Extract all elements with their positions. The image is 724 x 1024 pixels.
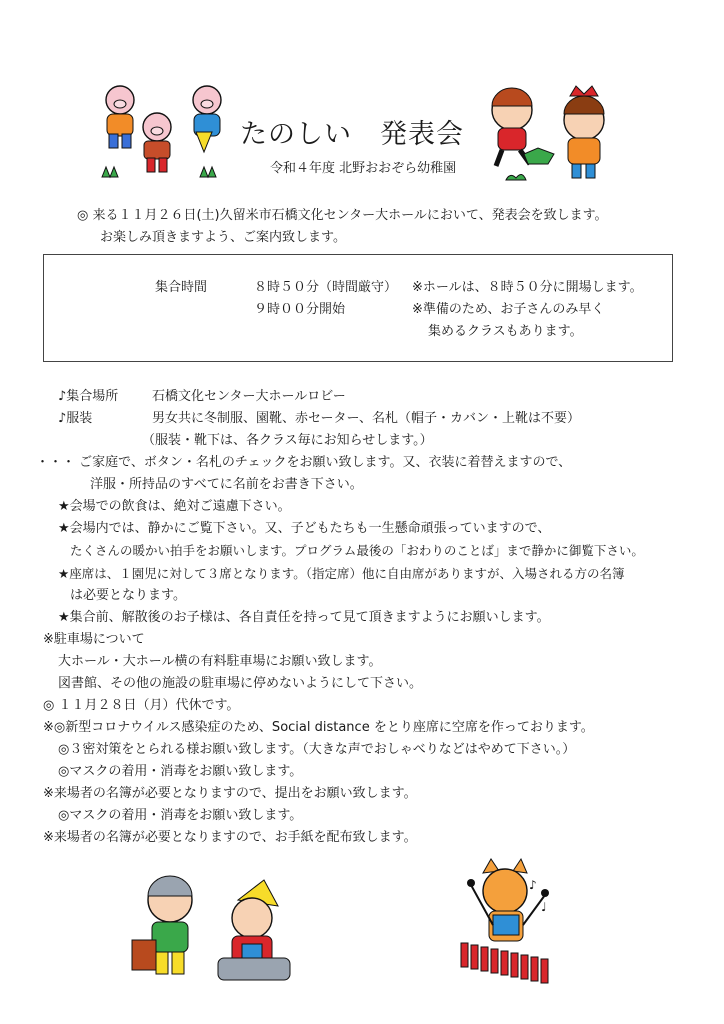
gathering-time: ８時５０分（時間厳守）: [254, 280, 398, 295]
svg-text:♩: ♩: [541, 900, 547, 914]
holiday-notice: ◎ １１月２８日（月）代休です。: [43, 698, 240, 713]
early-class-note-2: 集めるクラスもあります。: [428, 324, 583, 339]
cat-xylophone-illustration: [455, 855, 565, 985]
seat-rule-1: ★座席は、１園児に対して３席となります。（指定席）他に自由席がありますが、入場される方の名簿: [58, 566, 625, 581]
seat-rule-2: は必要となります。: [70, 588, 186, 603]
seated-kids-illustration: [128, 870, 308, 985]
parking-heading: ※駐車場について: [43, 632, 145, 647]
parking-line-1: 大ホール・大ホール横の有料駐車場にお願い致します。: [58, 654, 382, 669]
start-time: ９時００分開始: [254, 302, 346, 317]
food-rule: ★会場での飲食は、絶対ご遠慮下さい。: [58, 499, 291, 514]
dress-note: （服装・靴下は、各クラス毎にお知らせします。）: [142, 433, 433, 448]
gathering-time-label: 集合時間: [155, 280, 208, 295]
covid-line-4: ※来場者の名簿が必要となりますので、提出をお願い致します。: [43, 786, 417, 801]
children-rule: ★集合前、解散後のお子様は、各自責任を持って見て頂きますようにお願いします。: [58, 610, 550, 625]
quiet-rule-2: たくさんの暖かい拍手をお願いします。プログラム最後の「おわりのことば」まで静かに御覧下さい。: [70, 543, 644, 558]
covid-line-3: ◎マスクの着用・消毒をお願い致します。: [58, 764, 303, 779]
check-line-2: 洋服・所持品のすべてに名前をお書き下さい。: [90, 477, 363, 492]
page-title: たのしい 発表会: [240, 119, 464, 150]
school-subtitle: 令和４年度 北野おおぞら幼稚園: [270, 161, 457, 176]
early-class-note-1: ※準備のため、お子さんのみ早く: [412, 302, 605, 317]
dress-value: 男女共に冬制服、園靴、赤セーター、名札（帽子・カバン・上靴は不要）: [152, 411, 580, 426]
dress-label: ♪服装: [58, 411, 93, 426]
covid-line-5: ◎マスクの着用・消毒をお願い致します。: [58, 808, 303, 823]
quiet-rule-1: ★会場内では、静かにご覧下さい。又、子どもたちも一生懸命頑張っていますので、: [58, 521, 551, 536]
venue-value: 石橋文化センター大ホールロビー: [152, 389, 346, 404]
three-pigs-illustration: [92, 82, 242, 182]
venue-label: ♪集合場所: [58, 389, 119, 404]
parking-line-2: 図書館、その他の施設の駐車場に停めないようにして下さい。: [58, 676, 423, 691]
covid-line-1: ※◎新型コロナウイルス感染症のため、Social distance をとり座席に空席を作っております。: [43, 720, 594, 735]
check-line-1: ・・・ ご家庭で、ボタン・名札のチェックをお願い致します。又、衣装に着替えますので、: [36, 455, 572, 470]
two-kids-watering-illustration: [484, 84, 614, 194]
svg-text:♪: ♪: [529, 878, 537, 892]
intro-line-1: ◎ 来る１１月２６日(土)久留米市石橋文化センター大ホールにおいて、発表会を致します。: [77, 208, 608, 223]
covid-line-6: ※来場者の名簿が必要となりますので、お手紙を配布致します。: [43, 830, 417, 845]
covid-line-2: ◎３密対策をとられる様お願い致します。（大きな声でおしゃべりなどはやめて下さい。）: [58, 742, 576, 757]
hall-open-note: ※ホールは、８時５０分に開場します。: [412, 280, 643, 295]
intro-line-2: お楽しみ頂きますよう、ご案内致します。: [100, 230, 346, 245]
